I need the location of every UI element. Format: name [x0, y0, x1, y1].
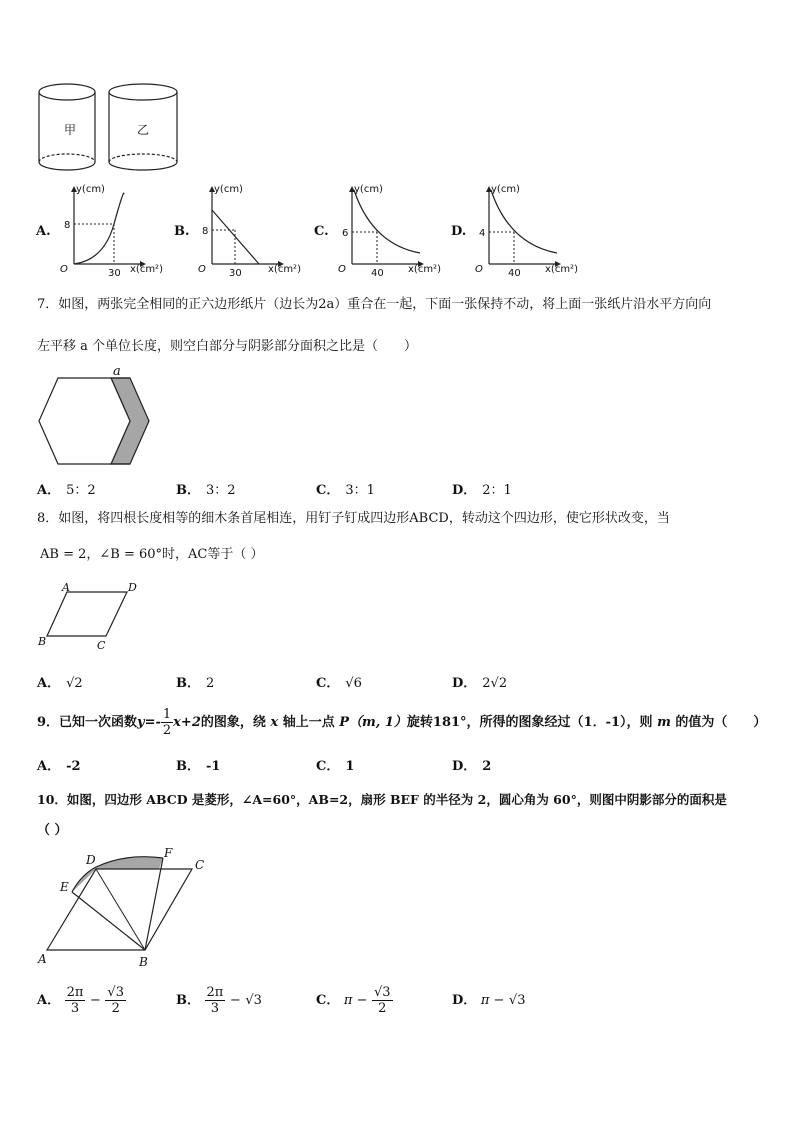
option-letter: C． — [316, 993, 340, 1008]
q8-option-a[interactable] — [37, 672, 83, 691]
q8-vertex-a: A — [62, 581, 70, 594]
pi-term: π − — [480, 993, 505, 1008]
y-axis-label: y(cm) — [214, 184, 243, 195]
y-axis-label: y(cm) — [491, 184, 520, 195]
q10-vertex-e: E — [60, 880, 69, 894]
option-value: 2：1 — [482, 483, 512, 498]
option-letter: C． — [316, 759, 340, 774]
option-letter: D． — [452, 993, 477, 1008]
option-letter: B． — [176, 676, 200, 691]
fraction-numerator: 2π — [66, 985, 84, 1000]
option-value: 2 — [206, 676, 215, 691]
fraction-denominator: 2 — [162, 723, 172, 738]
q8-vertex-b: B — [38, 635, 47, 648]
option-letter: A． — [37, 993, 61, 1008]
fraction — [65, 985, 86, 1016]
option-value: 1 — [345, 759, 355, 774]
q9-func-y: y=- — [137, 715, 161, 730]
q10-option-c[interactable] — [316, 984, 393, 1018]
sqrt-term: √3 — [508, 993, 526, 1008]
q8-option-d[interactable] — [452, 672, 507, 691]
option-letter: A． — [37, 676, 61, 691]
q8-option-b[interactable] — [176, 672, 214, 691]
x-tick-label: 30 — [108, 268, 121, 279]
x-axis-label: x(cm²) — [130, 264, 163, 275]
option-letter: A． — [37, 759, 61, 774]
option-letter: C． — [316, 483, 340, 498]
q10-option-a[interactable] — [37, 984, 126, 1018]
q8-vertex-d: D — [128, 581, 137, 594]
fraction-numerator: 2π — [206, 985, 224, 1000]
option-value: -1 — [206, 759, 221, 774]
q10-vertex-b: B — [139, 955, 148, 969]
q9-fraction — [161, 707, 173, 738]
x-axis-label: x(cm²) — [408, 264, 441, 275]
sqrt-term: √3 — [245, 993, 262, 1008]
minus-sign: − — [89, 993, 101, 1008]
option-letter: D． — [452, 483, 477, 498]
fraction-denominator: 3 — [70, 1001, 80, 1016]
q10-vertex-f: F — [164, 846, 173, 860]
origin-label: O — [338, 264, 346, 275]
origin-label: O — [198, 264, 206, 275]
q9-end: 的值为（ ） — [675, 715, 767, 730]
q6-graph-c — [332, 180, 457, 280]
option-value: -2 — [66, 759, 81, 774]
origin-label: O — [60, 264, 68, 275]
q7-hexagon-figure — [36, 362, 156, 467]
option-value: √6 — [345, 676, 362, 691]
x-tick-label: 30 — [229, 268, 242, 279]
q10-option-b[interactable] — [176, 984, 262, 1018]
option-letter: B． — [176, 759, 200, 774]
option-value: 2√2 — [482, 676, 508, 691]
y-tick-label: 6 — [342, 228, 349, 239]
q9-point: P（m, 1） — [339, 715, 407, 730]
q8-vertex-c: C — [97, 639, 106, 652]
q9-after-axis: 轴上一点 — [282, 715, 335, 730]
x-axis-label: x(cm²) — [268, 264, 301, 275]
q8-line2: AB = 2，∠B = 60°时，AC等于（ ） — [40, 547, 264, 562]
q9-tail: 旋转181°，所得的图象经过（1．-1），则 — [406, 715, 653, 730]
q7-line2: 左平移 a 个单位长度，则空白部分与阴影部分面积之比是（ ） — [37, 339, 418, 354]
q9-prefix: 9．已知一次函数 — [37, 715, 138, 730]
q6-graph-d — [469, 180, 594, 280]
pi-term: π − — [343, 993, 368, 1008]
q8-line1: 8．如图，将四根长度相等的细木条首尾相连，用钉子钉成四边形ABCD，转动这个四边形，使它形状改变，当 — [37, 511, 670, 526]
q10-vertex-c: C — [195, 858, 205, 872]
y-tick-label: 4 — [479, 228, 486, 239]
option-value: 3：2 — [206, 483, 236, 498]
graph-curve — [74, 193, 124, 264]
option-letter: A. — [36, 224, 51, 239]
fraction-denominator: 3 — [210, 1001, 220, 1016]
q7-option-a[interactable] — [37, 479, 96, 498]
q7-option-d[interactable] — [452, 479, 512, 498]
q9-option-d[interactable] — [452, 755, 491, 774]
q6-graph-a — [54, 180, 179, 280]
y-axis-label: y(cm) — [76, 184, 105, 195]
q10-line1: 10．如图，四边形 ABCD 是菱形，∠A=60°，AB=2，扇形 BEF 的半径为 2，圆心角为 60°，则图中阴影部分的面积是 — [37, 792, 727, 807]
q9-func-rest: x+2 — [173, 715, 201, 730]
option-value: 3：1 — [345, 483, 375, 498]
q9-option-c[interactable] — [316, 755, 354, 774]
cylinder-label-yi: 乙 — [137, 123, 150, 137]
q10-option-d[interactable] — [452, 984, 525, 1018]
option-letter: D． — [452, 759, 477, 774]
q7-option-b[interactable] — [176, 479, 236, 498]
cylinder-label-jia: 甲 — [64, 123, 77, 137]
q10-line2: （ ） — [37, 823, 68, 838]
x-axis-label: x(cm²) — [545, 264, 578, 275]
q7-label-a: a — [113, 364, 121, 379]
option-value: √2 — [66, 676, 83, 691]
option-letter: C． — [316, 676, 340, 691]
fraction — [205, 985, 226, 1016]
option-letter: C. — [314, 224, 329, 239]
q10-vertex-a: A — [38, 952, 47, 966]
option-letter: A． — [37, 483, 61, 498]
q7-line1: 7．如图，两张完全相同的正六边形纸片（边长为2a）重合在一起，下面一张保持不动，将上面一张纸片沿水平方向向 — [37, 297, 712, 312]
q10-vertex-d: D — [86, 853, 96, 867]
q9-middle: 的图象，绕 — [200, 715, 266, 730]
option-value: 5：2 — [66, 483, 96, 498]
fraction-numerator: √3 — [107, 985, 124, 1000]
cylinders-figure — [34, 82, 184, 177]
q9-stem — [37, 706, 766, 740]
graph-curve — [491, 190, 557, 253]
option-letter: B． — [176, 993, 200, 1008]
q9-option-b[interactable] — [176, 755, 220, 774]
y-axis-label: y(cm) — [354, 184, 383, 195]
origin-label: O — [475, 264, 483, 275]
fraction-numerator: 1 — [162, 707, 172, 722]
fraction — [372, 985, 393, 1016]
option-letter: B． — [176, 483, 200, 498]
option-letter: B. — [174, 224, 190, 239]
q9-axis: x — [270, 715, 279, 730]
fraction-denominator: 2 — [111, 1001, 120, 1016]
y-tick-label: 8 — [64, 220, 71, 231]
minus-sign: − — [229, 993, 241, 1008]
option-letter: D． — [452, 676, 477, 691]
option-value: 2 — [482, 759, 492, 774]
option-letter: D. — [451, 224, 467, 239]
graph-curve — [354, 190, 420, 253]
q6-graph-b — [192, 180, 317, 280]
q9-option-a[interactable] — [37, 755, 81, 774]
y-tick-label: 8 — [202, 226, 209, 237]
fraction-denominator: 2 — [378, 1001, 387, 1016]
q7-option-c[interactable] — [316, 479, 375, 498]
q8-option-c[interactable] — [316, 672, 362, 691]
q9-m: m — [657, 715, 671, 730]
fraction — [105, 985, 126, 1016]
x-tick-label: 40 — [371, 268, 384, 279]
x-tick-label: 40 — [508, 268, 521, 279]
fraction-numerator: √3 — [374, 985, 391, 1000]
q10-rhombus-sector-figure — [36, 845, 216, 970]
hexagon-left — [39, 378, 130, 464]
